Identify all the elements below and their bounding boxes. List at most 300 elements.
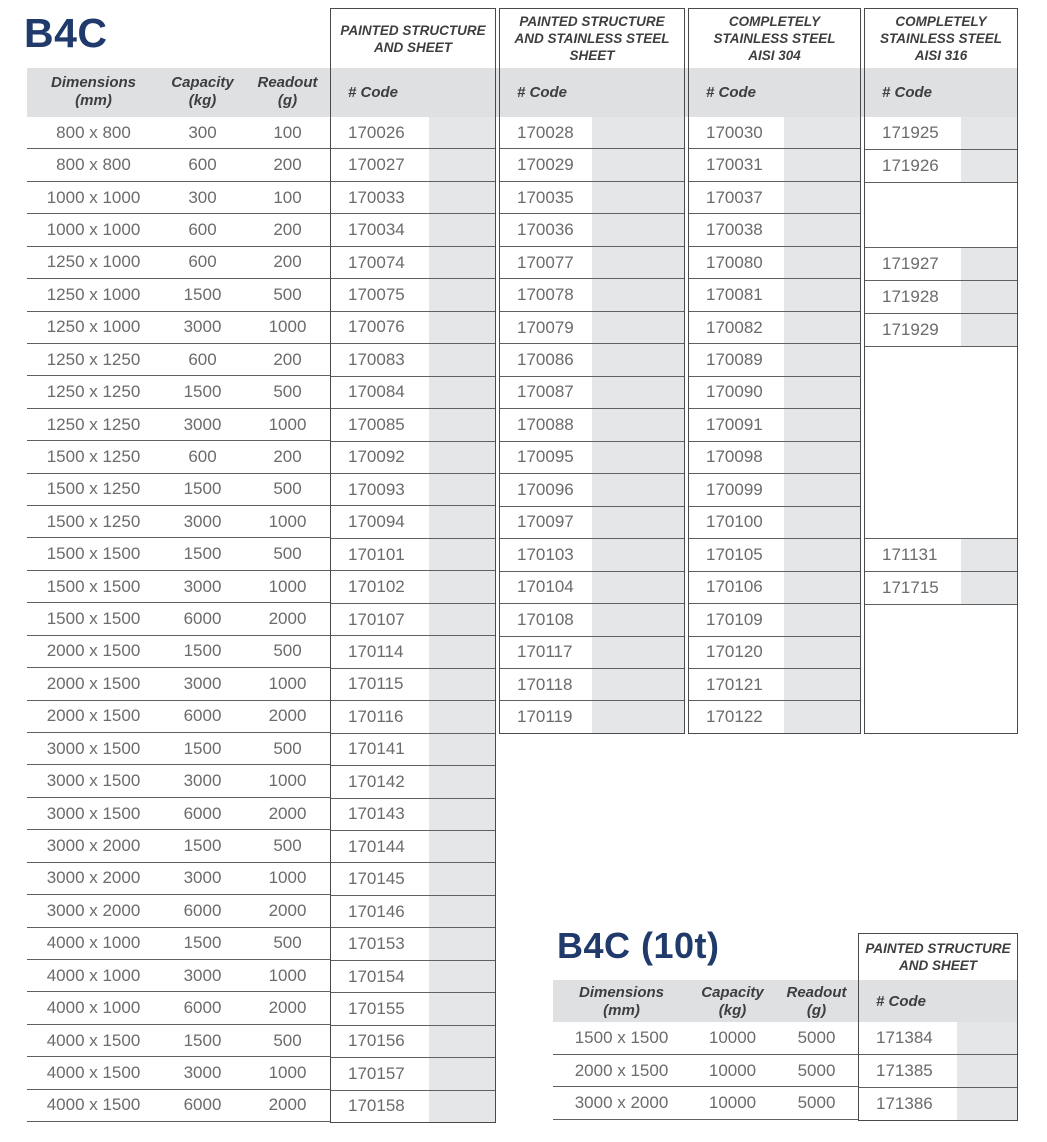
- dimensions-cell: 4000 x 1000: [46, 998, 141, 1018]
- code-cell: [865, 539, 1017, 572]
- code-strip: [961, 248, 1017, 280]
- code-strip: [429, 636, 495, 667]
- table-row: [27, 506, 330, 538]
- dimensions-cell: 2000 x 1500: [574, 1060, 669, 1080]
- readout-cell: 500: [273, 835, 302, 855]
- code-value: 171929: [882, 319, 939, 339]
- code-cell: [331, 214, 495, 246]
- readout-cell: 1000: [268, 576, 307, 596]
- code-cell: [500, 637, 684, 669]
- code-cell: [689, 539, 860, 571]
- dimensions-cell: 1500 x 1500: [574, 1027, 669, 1047]
- capacity-cell: 3000: [183, 511, 222, 531]
- label-line: Capacity: [701, 984, 764, 1001]
- main-table-title: B4C: [24, 10, 108, 56]
- code-cell: [331, 831, 495, 863]
- code-cell: [331, 734, 495, 766]
- code-cell: [865, 347, 1017, 379]
- code-cell: [689, 409, 860, 441]
- dimensions-cell: 2000 x 1500: [46, 706, 141, 726]
- table-row: [27, 603, 330, 635]
- code-strip: [784, 701, 860, 732]
- dimensions-cell: 3000 x 2000: [46, 900, 141, 920]
- code-cell: [689, 182, 860, 214]
- code-cell: [331, 182, 495, 214]
- capacity-cell: 3000: [183, 673, 222, 693]
- code-column-header: # Code: [348, 84, 399, 101]
- table-row: [553, 1022, 858, 1055]
- dimensions-cell: 1250 x 1000: [46, 252, 141, 272]
- code-strip: [429, 863, 495, 894]
- table-row: [27, 765, 330, 797]
- code-cell: [500, 182, 684, 214]
- code-strip: [429, 669, 495, 700]
- code-strip: [784, 637, 860, 668]
- code-group-title: [331, 9, 495, 68]
- readout-cell: 500: [273, 284, 302, 304]
- code-strip: [784, 474, 860, 505]
- code-value: 171927: [882, 253, 939, 273]
- code-value: 170100: [706, 512, 763, 532]
- capacity-cell: 3000: [183, 414, 222, 434]
- code-value: 170142: [348, 771, 405, 791]
- code-value: 170034: [348, 220, 405, 240]
- capacity-cell: 6000: [183, 1095, 222, 1115]
- label-line: AISI 304: [748, 48, 801, 63]
- code-value: 170141: [348, 739, 405, 759]
- label-line: (g): [277, 92, 298, 110]
- code-cell: [689, 247, 860, 279]
- code-strip: [592, 701, 684, 732]
- code-value: 171928: [882, 286, 939, 306]
- code-column-rows: [859, 1022, 1017, 1120]
- code-strip: [429, 831, 495, 862]
- readout-cell: 200: [273, 219, 302, 239]
- capacity-cell: 600: [188, 219, 217, 239]
- code-strip: [784, 409, 860, 440]
- code-strip: [784, 117, 860, 148]
- code-value: 171384: [876, 1028, 933, 1047]
- code-cell: [859, 1055, 1017, 1088]
- dimensions-cell: 1000 x 1000: [46, 187, 141, 207]
- code-strip: [961, 539, 1017, 571]
- code-strip: [592, 247, 684, 278]
- code-cell: [689, 442, 860, 474]
- dimensions-cell: 1500 x 1250: [46, 446, 141, 466]
- code-strip: [592, 279, 684, 310]
- code-cell: [865, 701, 1017, 733]
- table-row: [27, 149, 330, 181]
- code-value: 170156: [348, 1031, 405, 1051]
- code-value: 171386: [876, 1094, 933, 1113]
- code-value: 170154: [348, 966, 405, 986]
- dimensions-cell: 4000 x 1500: [46, 1030, 141, 1050]
- code-cell: [500, 409, 684, 441]
- code-group-stainless-aisi-304: [688, 8, 861, 734]
- code-value: 170076: [348, 317, 405, 337]
- code-value: 170092: [348, 447, 405, 467]
- code-cell: [331, 279, 495, 311]
- table-row: [27, 247, 330, 279]
- table-row: [27, 830, 330, 862]
- capacity-cell: 1500: [183, 641, 222, 661]
- code-value: 170033: [348, 187, 405, 207]
- code-strip: [592, 507, 684, 538]
- capacity-cell: 300: [188, 187, 217, 207]
- code-value: 170093: [348, 479, 405, 499]
- code-strip: [784, 247, 860, 278]
- dimensions-cell: 1250 x 1250: [46, 414, 141, 434]
- code-cell: [331, 377, 495, 409]
- label-line: (g): [806, 1002, 827, 1020]
- code-value: 170029: [517, 155, 574, 175]
- code-strip: [592, 572, 684, 603]
- code-strip: [592, 182, 684, 213]
- label-line: (mm): [75, 92, 112, 110]
- capacity-cell: 10000: [708, 1060, 757, 1080]
- code-strip: [784, 572, 860, 603]
- code-value: 170107: [348, 609, 405, 629]
- table-row: [27, 1025, 330, 1057]
- code-cell: [865, 669, 1017, 701]
- label-line: AISI 316: [914, 48, 968, 63]
- code-value: 171926: [882, 155, 939, 175]
- label-line: Dimensions: [578, 984, 665, 1001]
- readout-cell: 100: [273, 122, 302, 142]
- code-group-title: [859, 934, 1017, 980]
- code-value: 170079: [517, 317, 574, 337]
- label-line: PAINTED STRUCTURE: [340, 22, 486, 38]
- small-col-header-dimensions: [553, 984, 690, 1021]
- readout-cell: 2000: [268, 998, 307, 1018]
- code-strip: [429, 766, 495, 797]
- code-cell: [331, 701, 495, 733]
- code-column-rows: [500, 117, 684, 733]
- dimensions-cell: 1500 x 1500: [46, 609, 141, 629]
- code-cell: [331, 442, 495, 474]
- capacity-cell: 600: [188, 349, 217, 369]
- dimensions-cell: 1000 x 1000: [46, 219, 141, 239]
- code-cell: [331, 799, 495, 831]
- code-cell: [331, 506, 495, 538]
- label-line: Capacity: [171, 74, 234, 91]
- code-strip: [592, 149, 684, 180]
- code-cell: [865, 506, 1017, 539]
- table-row: [27, 214, 330, 246]
- readout-cell: 2000: [268, 803, 307, 823]
- code-cell: [500, 117, 684, 149]
- code-cell: [689, 669, 860, 701]
- code-cell: [500, 604, 684, 636]
- readout-cell: 1000: [268, 868, 307, 888]
- capacity-cell: 1500: [183, 284, 222, 304]
- capacity-cell: 1500: [183, 1030, 222, 1050]
- code-strip: [961, 314, 1017, 346]
- table-row: [27, 960, 330, 992]
- readout-cell: 500: [273, 738, 302, 758]
- readout-cell: 1000: [268, 673, 307, 693]
- code-cell: [331, 669, 495, 701]
- code-value: 170116: [348, 706, 404, 726]
- code-value: 170122: [706, 707, 763, 727]
- code-cell: [689, 214, 860, 246]
- dimensions-cell: 1250 x 1000: [46, 284, 141, 304]
- capacity-cell: 600: [188, 252, 217, 272]
- label-line: Readout: [257, 74, 318, 91]
- readout-cell: 500: [273, 1030, 302, 1050]
- code-strip: [429, 279, 495, 310]
- code-cell: [689, 572, 860, 604]
- dimensions-cell: 4000 x 1000: [46, 933, 141, 953]
- small-table-rows: [553, 1022, 858, 1120]
- code-value: 170080: [706, 252, 763, 272]
- label-line: SHEET: [569, 48, 615, 63]
- capacity-cell: 600: [188, 155, 217, 175]
- code-cell: [331, 344, 495, 376]
- code-value: 170087: [517, 382, 574, 402]
- code-group-title: [689, 9, 860, 68]
- code-value: 170095: [517, 447, 574, 467]
- code-cell: [500, 149, 684, 181]
- code-value: 170108: [517, 609, 574, 629]
- code-strip: [592, 637, 684, 668]
- code-value: 170036: [517, 220, 574, 240]
- code-cell: [500, 312, 684, 344]
- code-cell: [331, 571, 495, 603]
- code-value: 170146: [348, 901, 405, 921]
- code-value: 170030: [706, 122, 763, 142]
- code-strip: [429, 312, 495, 343]
- code-value: 170101: [348, 544, 405, 564]
- code-group-painted-structure-stainless-sheet: [499, 8, 685, 734]
- code-strip: [592, 409, 684, 440]
- code-value: 171131: [882, 545, 938, 565]
- code-strip: [784, 669, 860, 700]
- dimensions-cell: 4000 x 1000: [46, 965, 141, 985]
- code-strip: [784, 312, 860, 343]
- table-row: [27, 182, 330, 214]
- table-row: [27, 863, 330, 895]
- code-value: 170119: [517, 707, 573, 727]
- code-value: 170026: [348, 122, 405, 142]
- code-strip: [429, 442, 495, 473]
- code-cell: [865, 411, 1017, 443]
- code-cell: [689, 149, 860, 181]
- code-value: 170155: [348, 998, 405, 1018]
- code-value: 170081: [706, 285, 763, 305]
- code-value: 170038: [706, 220, 763, 240]
- code-value: 170114: [348, 641, 404, 661]
- code-strip: [429, 961, 495, 992]
- capacity-cell: 10000: [708, 1093, 757, 1113]
- code-value: 170086: [517, 350, 574, 370]
- readout-cell: 500: [273, 641, 302, 661]
- code-cell: [500, 507, 684, 539]
- code-cell: [331, 1026, 495, 1058]
- code-value: 170028: [517, 122, 574, 142]
- code-value: 170102: [348, 577, 405, 597]
- readout-cell: 200: [273, 155, 302, 175]
- code-column-header: # Code: [706, 84, 757, 101]
- code-column-header: # Code: [517, 84, 568, 101]
- code-value: 170074: [348, 252, 405, 272]
- code-cell: [500, 442, 684, 474]
- capacity-cell: 3000: [183, 965, 222, 985]
- code-cell: [865, 215, 1017, 248]
- code-strip: [429, 604, 495, 635]
- code-value: 170089: [706, 350, 763, 370]
- label-line: AND STAINLESS STEEL: [514, 31, 670, 46]
- code-cell: [865, 474, 1017, 506]
- table-row: [27, 344, 330, 376]
- capacity-cell: 3000: [183, 868, 222, 888]
- code-group-painted-structure-and-sheet: [330, 8, 496, 1123]
- main-col-header-capacity: [160, 74, 245, 111]
- code-cell: [500, 377, 684, 409]
- dimensions-cell: 3000 x 1500: [46, 803, 141, 823]
- code-strip: [592, 474, 684, 505]
- label-line: Readout: [786, 984, 847, 1001]
- small-col-header-readout: [775, 984, 858, 1021]
- code-strip: [592, 344, 684, 375]
- code-strip: [961, 281, 1017, 313]
- capacity-cell: 6000: [183, 706, 222, 726]
- code-cell: [865, 637, 1017, 669]
- capacity-cell: 3000: [183, 1062, 222, 1082]
- small-col-header-capacity: [690, 984, 775, 1021]
- code-cell: [331, 117, 495, 149]
- dimensions-cell: 800 x 800: [56, 155, 131, 175]
- readout-cell: 500: [273, 933, 302, 953]
- code-value: 170097: [517, 512, 574, 532]
- dimensions-cell: 1250 x 1000: [46, 317, 141, 337]
- code-cell: [331, 896, 495, 928]
- code-strip: [429, 377, 495, 408]
- code-cell: [689, 279, 860, 311]
- code-strip: [429, 182, 495, 213]
- dimensions-cell: 1500 x 1250: [46, 511, 141, 531]
- code-value: 170104: [517, 577, 574, 597]
- code-value: 170035: [517, 187, 574, 207]
- code-cell: [689, 701, 860, 732]
- table-row: [27, 571, 330, 603]
- readout-cell: 500: [273, 382, 302, 402]
- code-strip: [429, 571, 495, 602]
- readout-cell: 5000: [797, 1060, 836, 1080]
- code-strip: [592, 377, 684, 408]
- code-value: 170121: [706, 674, 763, 694]
- readout-cell: 5000: [797, 1027, 836, 1047]
- code-strip: [784, 149, 860, 180]
- code-value: 170082: [706, 317, 763, 337]
- code-cell: [331, 993, 495, 1025]
- readout-cell: 200: [273, 349, 302, 369]
- code-cell: [859, 1022, 1017, 1055]
- readout-cell: 2000: [268, 1095, 307, 1115]
- code-value: 170157: [348, 1063, 405, 1083]
- label-line: (kg): [718, 1002, 747, 1020]
- readout-cell: 500: [273, 544, 302, 564]
- code-strip: [429, 247, 495, 278]
- table-row: [27, 117, 330, 149]
- label-line: STAINLESS STEEL: [879, 31, 1002, 46]
- code-cell: [865, 572, 1017, 605]
- code-cell: [500, 539, 684, 571]
- capacity-cell: 3000: [183, 771, 222, 791]
- table-row: [27, 636, 330, 668]
- code-cell: [865, 150, 1017, 183]
- code-cell: [689, 637, 860, 669]
- code-strip: [784, 507, 860, 538]
- code-cell: [689, 507, 860, 539]
- readout-cell: 2000: [268, 900, 307, 920]
- code-column-header: # Code: [882, 84, 933, 101]
- code-cell: [331, 928, 495, 960]
- code-cell: [865, 443, 1017, 475]
- code-strip: [429, 474, 495, 505]
- capacity-cell: 3000: [183, 317, 222, 337]
- code-cell: [500, 279, 684, 311]
- label-line: PAINTED STRUCTURE: [865, 941, 1011, 956]
- code-value: 170099: [706, 479, 763, 499]
- code-value: 170106: [706, 577, 763, 597]
- readout-cell: 2000: [268, 706, 307, 726]
- code-value: 171715: [882, 578, 939, 598]
- code-value: 170153: [348, 934, 405, 954]
- code-cell: [331, 1091, 495, 1122]
- code-cell: [689, 312, 860, 344]
- code-strip: [961, 572, 1017, 604]
- code-value: 170096: [517, 479, 574, 499]
- capacity-cell: 300: [188, 122, 217, 142]
- code-strip: [784, 214, 860, 245]
- code-strip: [784, 377, 860, 408]
- table-row: [27, 474, 330, 506]
- code-cell: [689, 474, 860, 506]
- table-row: [27, 992, 330, 1024]
- code-value: 170077: [517, 252, 574, 272]
- code-strip: [429, 506, 495, 537]
- code-cell: [331, 863, 495, 895]
- capacity-cell: 1500: [183, 382, 222, 402]
- code-cell: [865, 248, 1017, 281]
- code-strip: [592, 442, 684, 473]
- code-cell: [331, 766, 495, 798]
- capacity-cell: 1500: [183, 738, 222, 758]
- readout-cell: 100: [273, 187, 302, 207]
- code-value: 171925: [882, 122, 939, 142]
- code-strip: [429, 928, 495, 959]
- code-strip: [429, 1058, 495, 1089]
- code-cell: [331, 604, 495, 636]
- table-row: [27, 376, 330, 408]
- label-line: COMPLETELY: [728, 14, 821, 29]
- table-row: [553, 1087, 858, 1120]
- code-value: 170075: [348, 284, 405, 304]
- table-row: [27, 798, 330, 830]
- code-strip: [429, 993, 495, 1024]
- table-row: [27, 538, 330, 570]
- code-cell: [865, 117, 1017, 150]
- code-value: 170031: [706, 155, 763, 175]
- capacity-cell: 10000: [708, 1027, 757, 1047]
- dimensions-cell: 1500 x 1500: [46, 544, 141, 564]
- table-row: [27, 441, 330, 473]
- code-group-title: [865, 9, 1017, 68]
- label-line: (kg): [188, 92, 217, 110]
- code-strip: [429, 1091, 495, 1122]
- capacity-cell: 1500: [183, 933, 222, 953]
